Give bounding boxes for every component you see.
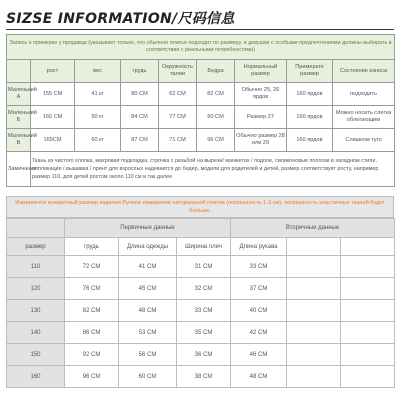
fit-cell: 96 CM: [197, 129, 235, 152]
fit-cell: 165CM: [31, 129, 75, 152]
fit-cell: 50 кг: [75, 106, 121, 129]
page-title: [6, 8, 394, 30]
measure-cell: [341, 366, 395, 388]
fit-cell: подходить: [333, 83, 395, 106]
primary-data-label: Первичные данные: [65, 219, 231, 238]
measure-cell: 37 CM: [231, 278, 287, 300]
measure-cell: [341, 344, 395, 366]
measure-cell: 40 CM: [231, 300, 287, 322]
measure-cell: [287, 366, 341, 388]
measure-header: Длина рукава: [231, 238, 287, 256]
section-row: [7, 219, 395, 238]
fit-header-row: [7, 60, 395, 83]
fit-header: [7, 60, 31, 83]
measure-row: [7, 278, 395, 300]
measure-row: [7, 256, 395, 278]
measure-cell: 38 CM: [177, 366, 231, 388]
fit-cell: 62 CM: [159, 83, 197, 106]
fit-cell-label: Маленький В: [7, 129, 31, 152]
measure-header-row: [7, 238, 395, 256]
fit-cell: 60 кг: [75, 129, 121, 152]
measure-cell: [287, 300, 341, 322]
measure-header: Длина одежды: [119, 238, 177, 256]
measure-header: [287, 238, 341, 256]
fit-cell: Слишком туго: [333, 129, 395, 152]
fit-cell: 160 ярдов: [287, 129, 333, 152]
measure-cell: [341, 300, 395, 322]
fit-cell: 155 CM: [31, 83, 75, 106]
fit-cell: 160 ярдов: [287, 106, 333, 129]
measure-cell: 76 CM: [65, 278, 119, 300]
title-underline: [6, 29, 394, 30]
measure-row: [7, 322, 395, 344]
fit-note: Запись о примерке у продавца (указывает только, что обычное платье подходит по размеру, и девушки с особыми предпочтениями должны выбирать в соответствии с реальными потребностями): [7, 35, 395, 60]
measure-cell: 92 CM: [65, 344, 119, 366]
remark-row: [7, 152, 395, 187]
measure-cell: 31 CM: [177, 256, 231, 278]
fit-header: Примерьте размер: [287, 60, 333, 83]
size-cell: 120: [7, 278, 65, 300]
fit-cell: Обычно размер 28 или 29: [235, 129, 287, 152]
fit-header: Состояние износа: [333, 60, 395, 83]
measure-row: [7, 344, 395, 366]
measure-cell: 33 CM: [231, 256, 287, 278]
fit-cell: 41 кг: [75, 83, 121, 106]
fit-row: [7, 106, 395, 129]
fit-header: рост: [31, 60, 75, 83]
remark-text: Ткань из чистого хлопка, махровая подкладка, строчка с резьбой на вырезе/ манжетах / подоле, силиконовые полоски в западном стиле, аппликация / вышивка / принт для взрослых надевается до бедер, модели для родителей и детей, размер соответствует росту, например размер 110, для детей ростом около 110 см и так далее: [31, 152, 395, 187]
fit-row: [7, 83, 395, 106]
measure-header: Ширина плеч: [177, 238, 231, 256]
measure-row: [7, 366, 395, 388]
measure-cell: [341, 322, 395, 344]
measure-cell: [287, 322, 341, 344]
fit-cell: 87 CM: [121, 129, 159, 152]
fit-header: Нормальный размер: [235, 60, 287, 83]
size-cell: 150: [7, 344, 65, 366]
fit-cell: Размер 27: [235, 106, 287, 129]
secondary-data-label: Вторичные данные: [231, 219, 395, 238]
fit-header: Окружность талии: [159, 60, 197, 83]
measure-cell: 46 CM: [231, 344, 287, 366]
fit-cell: 77 CM: [159, 106, 197, 129]
measure-cell: 48 CM: [119, 300, 177, 322]
measure-header: размер: [7, 238, 65, 256]
measure-note: Измеряется конкретный размер изделия Ручное измерение натуральной плитки (погрешность 1-3 см), погрешность эластичных тканей будет больше.: [6, 196, 394, 218]
measure-cell: 36 CM: [177, 344, 231, 366]
measure-table: [6, 218, 395, 388]
measure-cell: 41 CM: [119, 256, 177, 278]
fit-cell: Можно носить слегка облегающим: [333, 106, 395, 129]
fit-cell: 82 CM: [197, 83, 235, 106]
fit-cell: 71 CM: [159, 129, 197, 152]
measure-cell: [287, 344, 341, 366]
measure-cell: 45 CM: [119, 278, 177, 300]
measure-cell: 56 CM: [119, 344, 177, 366]
size-cell: 130: [7, 300, 65, 322]
fit-header: грудь: [121, 60, 159, 83]
size-cell: 140: [7, 322, 65, 344]
fit-cell: 160 ярдов: [287, 83, 333, 106]
measure-cell: 86 CM: [65, 322, 119, 344]
measure-cell: 96 CM: [65, 366, 119, 388]
fit-cell: Обычно 25, 26 ярдов: [235, 83, 287, 106]
title-text: SIZSE INFORMATION/尺码信息: [6, 11, 235, 27]
fit-table: [6, 34, 395, 187]
measure-cell: [341, 278, 395, 300]
measure-cell: 42 CM: [231, 322, 287, 344]
measure-cell: 60 CM: [119, 366, 177, 388]
measure-cell: 82 CM: [65, 300, 119, 322]
fit-cell: 160 CM: [31, 106, 75, 129]
measure-cell: [341, 256, 395, 278]
fit-cell-label: Маленький А: [7, 83, 31, 106]
fit-cell: 90 CM: [197, 106, 235, 129]
measure-cell: 48 CM: [231, 366, 287, 388]
measure-header: [341, 238, 395, 256]
fit-cell: 80 CM: [121, 83, 159, 106]
fit-row: [7, 129, 395, 152]
measure-row: [7, 300, 395, 322]
measure-header: грудь: [65, 238, 119, 256]
measure-cell: [287, 278, 341, 300]
size-cell: 160: [7, 366, 65, 388]
fit-header: вес: [75, 60, 121, 83]
fit-cell-label: Маленький Б: [7, 106, 31, 129]
measure-cell: [287, 256, 341, 278]
remark-label: Замечания: [7, 152, 31, 187]
fit-cell: 84 CM: [121, 106, 159, 129]
size-cell: 110: [7, 256, 65, 278]
measure-cell: 33 CM: [177, 300, 231, 322]
section-blank: [7, 219, 65, 238]
measure-cell: 35 CM: [177, 322, 231, 344]
fit-header: Бедра: [197, 60, 235, 83]
measure-cell: 32 CM: [177, 278, 231, 300]
measure-cell: 53 CM: [119, 322, 177, 344]
measure-cell: 72 CM: [65, 256, 119, 278]
